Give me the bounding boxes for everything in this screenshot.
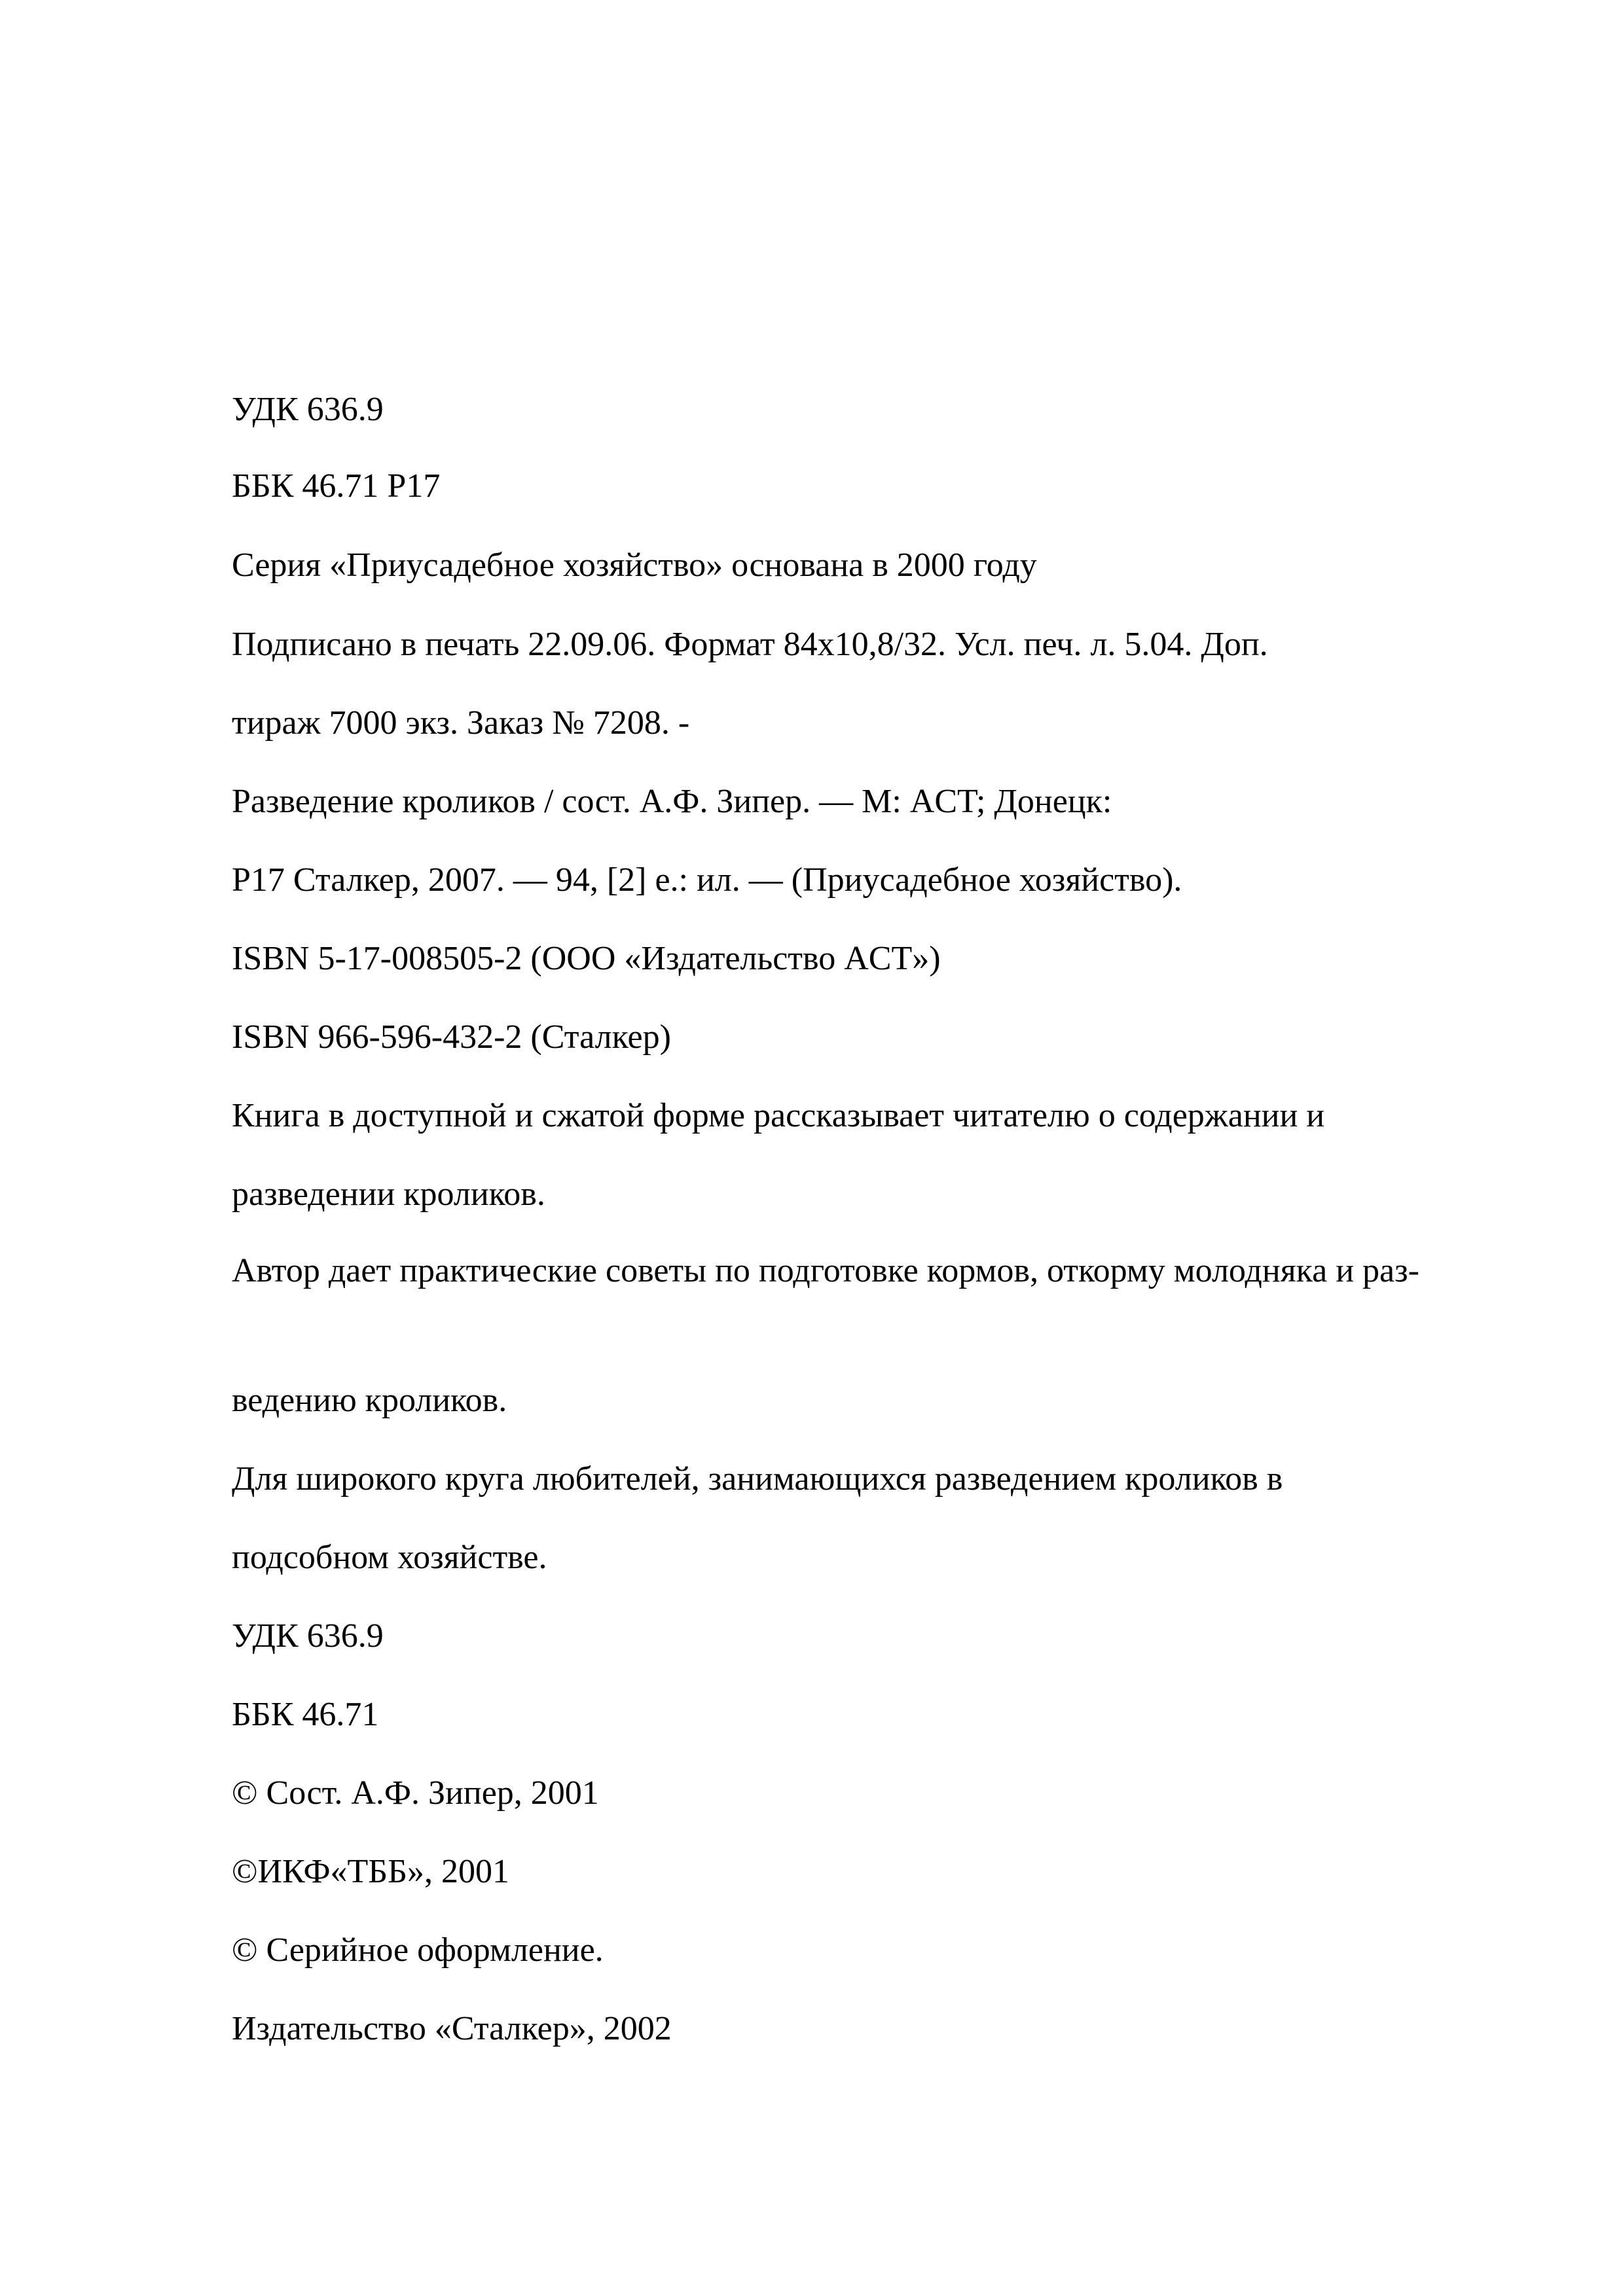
isbn-ast: ISBN 5-17-008505-2 (ООО «Издательство ACT») [232,940,941,977]
bbk-code: ББК 46.71 Р17 [232,467,441,505]
annotation-line-4: ведению кроликов. [232,1382,507,1419]
bibliographic-line-2: Р17 Сталкер, 2007. — 94, [2] е.: ил. — (Приусадебное хозяйство). [232,861,1182,899]
copyright-series-design: © Серийное оформление. [232,1931,604,1969]
series-note: Серия «Приусадебное хозяйство» основана в 2000 году [232,547,1037,584]
isbn-stalker: ISBN 966-596-432-2 (Сталкер) [232,1018,671,1056]
print-info-line-1: Подписано в печать 22.09.06. Формат 84х10,8/32. Усл. печ. л. 5.04. Доп. [232,626,1268,663]
udk-code-bottom: УДК 636.9 [232,1617,384,1655]
copyright-compiler: © Сост. А.Ф. Зипер, 2001 [232,1774,599,1812]
audience-line-2: подсобном хозяйстве. [232,1539,547,1576]
print-info-line-2: тираж 7000 экз. Заказ № 7208. - [232,704,690,742]
publisher-line: Издательство «Сталкер», 2002 [232,2010,672,2047]
copyright-ikf: ©ИКФ«ТББ», 2001 [232,1853,510,1890]
bibliographic-line-1: Разведение кроликов / сост. А.Ф. Зипер. — М: ACT; Донецк: [232,783,1112,820]
annotation-line-2: разведении кроликов. [232,1175,545,1213]
annotation-line-1: Книга в доступной и сжатой форме рассказывает читателю о содержании и [232,1097,1325,1134]
audience-line-1: Для широкого круга любителей, занимающихся разведением кроликов в [232,1460,1283,1498]
bbk-code-bottom: ББК 46.71 [232,1696,379,1733]
udk-code: УДК 636.9 [232,391,384,428]
annotation-line-3: Автор дает практические советы по подготовке кормов, откорму молодняка и раз- [232,1252,1419,1289]
